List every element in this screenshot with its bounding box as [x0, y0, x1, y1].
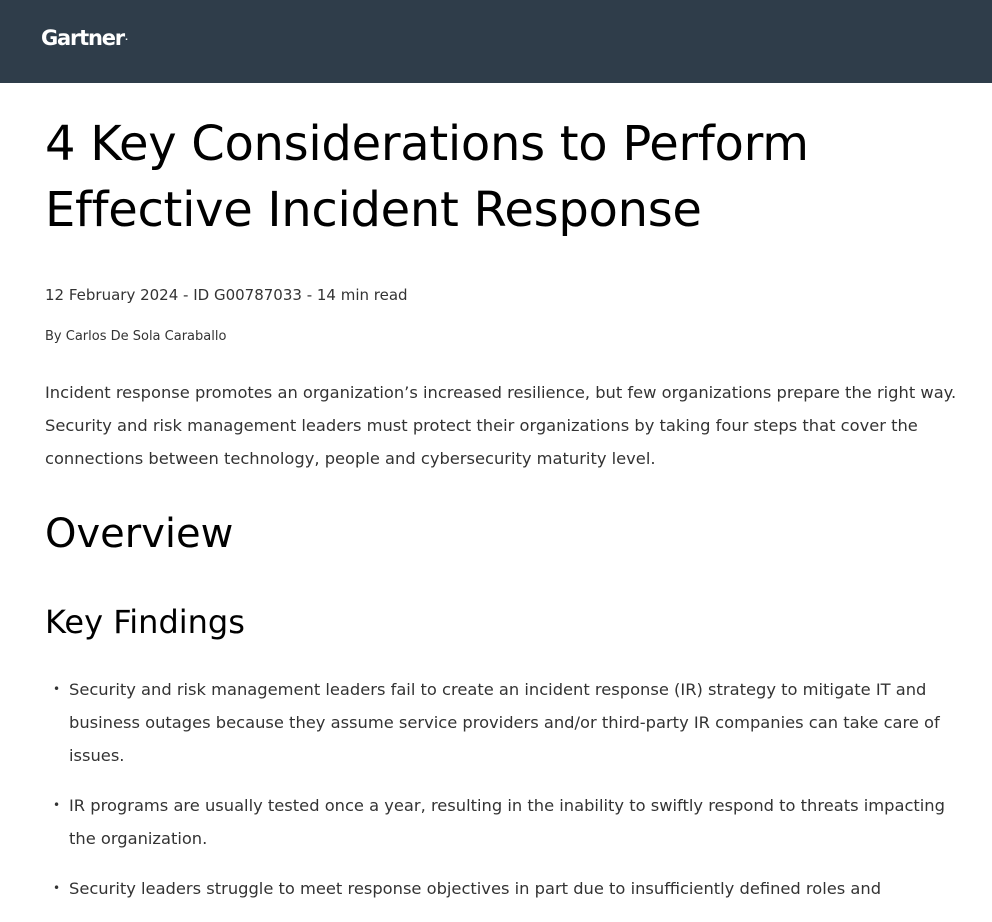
key-findings-list: [45, 673, 970, 922]
page-title: 4 Key Considerations to Perform Effective Incident Response: [45, 116, 809, 238]
finding-text: IR programs are usually tested once a year, resulting in the inability to swiftly respond to threats impacting the organization.: [69, 796, 945, 848]
bullet-icon: •: [53, 682, 61, 696]
logo-dot-icon: .: [124, 33, 127, 42]
list-item: [45, 872, 970, 905]
overview-heading: Overview: [45, 511, 234, 557]
article-author: By Carlos De Sola Caraballo: [45, 329, 227, 344]
article-meta: 12 February 2024 - ID G00787033 - 14 min read: [45, 286, 408, 304]
bullet-icon: •: [53, 881, 61, 895]
bullet-icon: •: [53, 798, 61, 812]
key-findings-heading: Key Findings: [45, 603, 245, 641]
article-summary: Incident response promotes an organization’s increased resilience, but few organizations prepare the right way. Security and risk management leaders must protect their organizations by taking four steps that cover the connections between technology, people and cybersecurity maturity level.: [45, 383, 957, 468]
site-header: [0, 0, 992, 83]
list-item: [45, 789, 970, 855]
finding-text: Security and risk management leaders fail to create an incident response (IR) strategy to mitigate IT and business outages because they assume service providers and/or third-party IR companies can take care of issues.: [69, 680, 940, 765]
gartner-logo[interactable]: [41, 26, 127, 50]
list-item: [45, 673, 970, 772]
logo-text: Gartner: [41, 26, 124, 50]
finding-text: Security leaders struggle to meet response objectives in part due to insufficiently defined roles and: [69, 879, 882, 898]
